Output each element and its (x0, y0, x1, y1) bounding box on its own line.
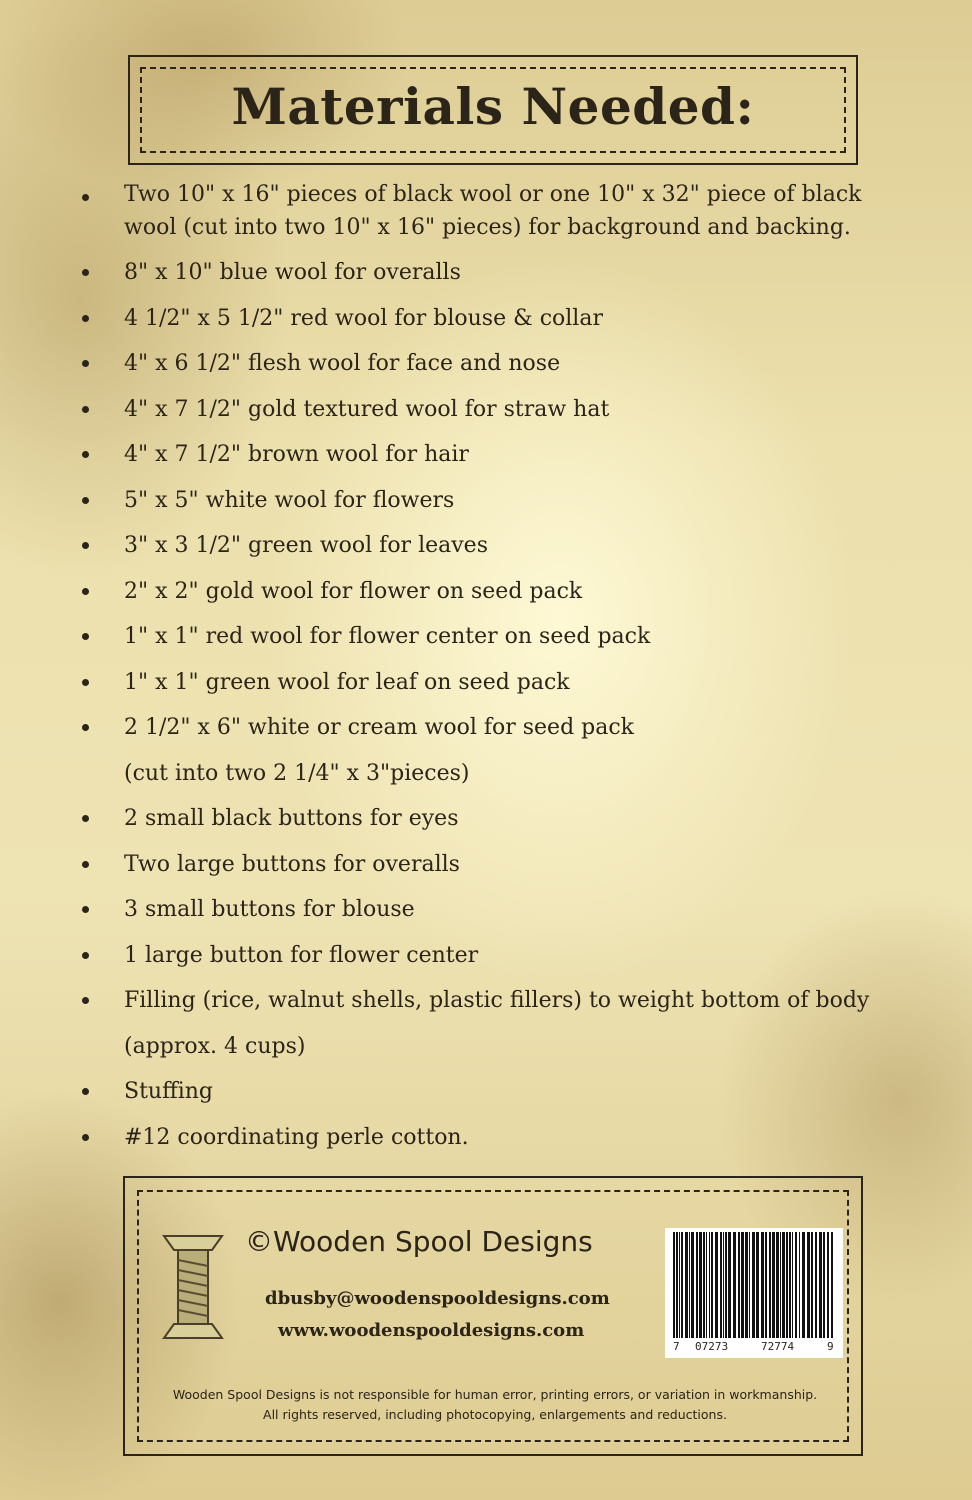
list-item-text: 3 small buttons for blouse (124, 897, 415, 922)
barcode-bar (749, 1232, 750, 1338)
barcode-bar (723, 1232, 724, 1338)
list-item (80, 887, 910, 933)
barcode-bar (815, 1232, 817, 1338)
barcode-bar (676, 1232, 678, 1338)
list-item-text: 4" x 6 1/2" flesh wool for face and nose (124, 351, 561, 376)
list-item (80, 341, 910, 387)
page-title: Materials Needed: (231, 77, 755, 136)
barcode-bar (741, 1232, 744, 1338)
list-item-text: 1" x 1" green wool for leaf on seed pack (124, 669, 570, 695)
bullet-icon (82, 315, 89, 322)
barcode-bar (720, 1232, 722, 1338)
list-item (80, 569, 910, 615)
barcode-bar (745, 1232, 748, 1338)
list-item (80, 1069, 910, 1115)
bullet-icon (82, 497, 89, 504)
bullet-icon (82, 194, 89, 201)
barcode (665, 1228, 843, 1358)
title-frame (128, 55, 858, 165)
list-item-text: (approx. 4 cups) (124, 1033, 306, 1059)
barcode-bar (765, 1232, 767, 1338)
barcode-bar (776, 1232, 779, 1338)
barcode-bar (689, 1232, 690, 1338)
materials-list (80, 176, 910, 1160)
list-item-text: 5" x 5" white wool for flowers (124, 487, 455, 513)
barcode-bar (811, 1232, 813, 1338)
bullet-icon (82, 542, 89, 549)
bullet-icon (82, 451, 89, 458)
list-item-text: Two large buttons for overalls (124, 851, 460, 877)
bullet-icon (82, 997, 89, 1004)
list-item (80, 1024, 910, 1070)
barcode-bar (756, 1232, 759, 1338)
email-address[interactable]: dbusby@woodenspooldesigns.com (265, 1288, 610, 1309)
list-item-text: 2" x 2" gold wool for flower on seed pack (124, 578, 583, 604)
barcode-bar (681, 1232, 683, 1338)
list-item (80, 250, 910, 296)
list-item (80, 978, 910, 1024)
bullet-icon (82, 588, 89, 595)
list-item (80, 796, 910, 842)
barcode-bar (709, 1232, 710, 1338)
website-link[interactable]: www.woodenspooldesigns.com (278, 1320, 585, 1341)
bullet-icon (82, 861, 89, 868)
list-item-text: 2 1/2" x 6" white or cream wool for seed pack (124, 715, 634, 740)
bullet-icon (82, 679, 89, 686)
barcode-bar (761, 1232, 764, 1338)
barcode-bar (679, 1232, 680, 1338)
barcode-bar (799, 1232, 800, 1338)
list-item (80, 1115, 910, 1161)
barcode-bar (685, 1232, 688, 1338)
barcode-bar (711, 1232, 713, 1338)
barcode-bar (795, 1232, 797, 1338)
list-item-text: 1" x 1" red wool for flower center on seed pack (124, 624, 651, 649)
barcode-bar (752, 1232, 755, 1338)
list-item (80, 705, 910, 751)
barcode-bar (831, 1232, 833, 1338)
barcode-bar (780, 1232, 781, 1338)
barcode-bar (789, 1232, 791, 1338)
list-item (80, 478, 910, 524)
list-item-text: #12 coordinating perle cotton. (124, 1124, 469, 1150)
list-item (80, 387, 910, 433)
barcode-digit-right: 9 (827, 1340, 834, 1353)
barcode-bar (706, 1232, 707, 1338)
barcode-bar (703, 1232, 705, 1338)
list-item-text: 4 1/2" x 5 1/2" red wool for blouse & collar (124, 305, 603, 331)
barcode-bar (691, 1232, 694, 1338)
barcode-bar (786, 1232, 788, 1338)
list-item (80, 176, 910, 244)
barcode-bar (807, 1232, 810, 1338)
barcode-bar (728, 1232, 731, 1338)
barcode-bar (715, 1232, 718, 1338)
bullet-icon (82, 724, 89, 731)
barcode-bar (769, 1232, 771, 1338)
list-item-text: 8" x 10" blue wool for overalls (124, 260, 461, 285)
barcode-digit-left: 7 (673, 1340, 680, 1353)
bullet-icon (82, 815, 89, 822)
list-item-text: Two 10" x 16" pieces of black wool or one 10" x 32" piece of black wool (cut into two 10" x 16" pieces) for background and backing. (124, 182, 862, 240)
bullet-icon (82, 1134, 89, 1141)
disclaimer-text: Wooden Spool Designs is not responsible for human error, printing errors, or variation in workmanship. All rights reserved, including photocopying, enlargements and reductions. (172, 1387, 818, 1422)
barcode-bar (802, 1232, 805, 1338)
list-item-text: (cut into two 2 1/4" x 3"pieces) (124, 760, 470, 786)
list-item-text: 1 large button for flower center (124, 942, 479, 968)
barcode-bar (696, 1232, 698, 1338)
bullet-icon (82, 1088, 89, 1095)
company-name: ©Wooden Spool Designs (245, 1225, 593, 1258)
list-item (80, 751, 910, 797)
list-item-text: Filling (rice, walnut shells, plastic fillers) to weight bottom of body (124, 988, 870, 1013)
list-item-text: 4" x 7 1/2" gold textured wool for straw hat (124, 396, 610, 422)
list-item-text: 3" x 3 1/2" green wool for leaves (124, 533, 488, 558)
barcode-bar (782, 1232, 785, 1338)
barcode-bar (772, 1232, 775, 1338)
barcode-bar (699, 1232, 702, 1338)
list-item (80, 660, 910, 706)
barcode-bar (819, 1232, 822, 1338)
barcode-digits-group2: 72774 (761, 1340, 795, 1353)
list-item (80, 614, 910, 660)
bullet-icon (82, 633, 89, 640)
list-item-text: Stuffing (124, 1079, 213, 1104)
barcode-bar (827, 1232, 829, 1338)
bullet-icon (82, 360, 89, 367)
barcode-digits-group1: 07273 (695, 1340, 729, 1353)
barcode-bar (792, 1232, 793, 1338)
bullet-icon (82, 269, 89, 276)
barcode-bar (733, 1232, 736, 1338)
spool-icon (160, 1232, 226, 1342)
list-item (80, 432, 910, 478)
barcode-bar (673, 1232, 675, 1338)
list-item (80, 523, 910, 569)
list-item (80, 296, 910, 342)
list-item-text: 2 small black buttons for eyes (124, 806, 459, 831)
bullet-icon (82, 952, 89, 959)
list-item-text: 4" x 7 1/2" brown wool for hair (124, 442, 469, 467)
barcode-bar (725, 1232, 727, 1338)
barcode-bar (823, 1232, 825, 1338)
bullet-icon (82, 406, 89, 413)
list-item (80, 933, 910, 979)
list-item (80, 842, 910, 888)
barcode-bar (738, 1232, 740, 1338)
bullet-icon (82, 906, 89, 913)
